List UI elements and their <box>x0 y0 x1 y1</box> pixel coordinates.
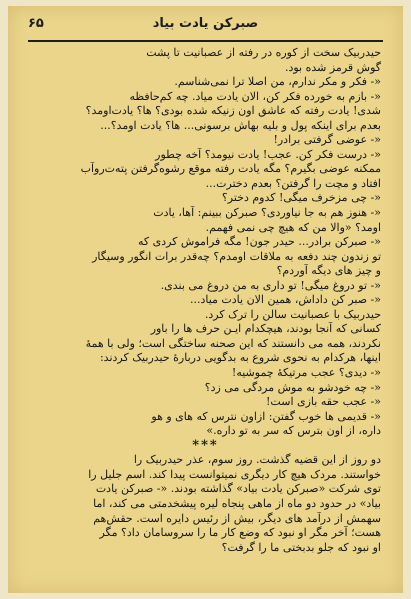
text-line: افتاد و مچت را گرفتن؟ بعدم دخترت... <box>205 176 381 190</box>
text-line: «- عجب حقه بازی است! <box>266 395 381 409</box>
text-line: «- فکر و مکر ندارم، من اصلا ترا نمی‌شناسم. <box>174 75 381 89</box>
text-line: شدی! یادت رفته که عاشق اون زنیکه شده بودی؟ ها؟ یادت‌اومد؟ <box>85 104 381 118</box>
text-line: نکردند، همه می دانستند که این صحنه ساختگی است؛ ولی با همهٔ <box>85 336 381 350</box>
text-line: گوش قرمز شده بود. <box>284 60 381 74</box>
text-line: «- درست فکر کن. عجب! یادت نیومد؟ آخه چطور <box>155 147 381 161</box>
text-line: اینها، هرکدام به نحوی شروع به بدگویی دربارهٔ حیدربیک کردند: <box>99 351 381 365</box>
text-line: «- عوضی گرفتی برادر! <box>273 133 381 147</box>
text-line: حیدربیک با عصبانیت سالن را ترک کرد. <box>204 307 381 321</box>
text-line: و چیز های دیگه آوردم؟ <box>276 264 381 278</box>
text-line: «- بازم به خورده فکر کن، الان یادت میاد. چه کم‌حافظه <box>129 89 381 103</box>
text-line: «- قدیمی ها خوب گفتن: ازاون نترس که های و هو <box>151 409 381 423</box>
header-rule <box>28 40 383 42</box>
page-number: ۶۵ <box>28 16 44 31</box>
section-separator: *** <box>192 438 219 453</box>
text-line: اومد؟ «والا من که هیچ چی نمی فهمم. <box>205 220 381 234</box>
text-line: تو زندون چند دفعه به ملاقات اومدم؟ چه‌قدر برات انگور وسیگار <box>92 249 381 263</box>
text-line: داره، از اون بترس که سر به تو داره.» <box>206 424 381 438</box>
text-line: «- چه خودشو به موش مردگی می زد؟ <box>204 380 381 394</box>
text-line: کسانی که آنجا بودند، هیچکدام ایـن حرف ها را باور <box>150 322 381 336</box>
page-header <box>28 16 383 38</box>
text-line: «- چی مزخرف میگی! کدوم دختر؟ <box>221 191 381 205</box>
text-line: هست؛ آخر مگر او نبود که وضع کار ما را سروسامان داد؟ مگر <box>99 526 381 540</box>
text-line: دو روز از این قضیه گذشت. روز سوم، عذر حیدربیک را <box>133 453 381 467</box>
text-line: حیدربیک سخت از کوره در رفته از عصبانیت تا پشت <box>146 46 381 59</box>
text-line: ممکنه عوضی بگیرم؟ مگه یادت رفته موقع رشوه‌گرفتن پته‌ت‌رو‌آب <box>80 162 381 176</box>
page-body <box>30 46 381 555</box>
text-line: توی شرکت «صبرکن یادت بیاد» گذاشته بودند. «- صبرکن یادت <box>95 482 381 496</box>
text-line: بعدم برای اینکه پول و بلیه بهاش برسونی... ها؟ یادت اومد؟... <box>100 118 381 132</box>
text-line: «- صبرکن برادر... حیدر جون! مگه فراموش کردی که <box>137 235 381 249</box>
text-line: «- هنوز هم به جا نیاوردی؟ صبرکن ببینم: آها، یادت <box>153 206 381 220</box>
text-line: «- تو دروغ میگی! تو داری به من دروغ می بندی. <box>160 278 381 292</box>
text-line: «- دیدی؟ عجب مرتیکهٔ چموشیه! <box>231 366 381 380</box>
running-title: صبرکن یادت بیاد <box>152 16 259 31</box>
text-line: سهمش از درآمد های دیگر، بیش از رئیس دایره است. حقش‌هم <box>93 511 381 525</box>
text-line: بیاد» در حدود دو ماه از ماهی پنجاه لیره پیشخدمتی می کند، اما <box>93 496 381 510</box>
text-line: او نبود که جلو بدبختی ما را گرفت؟ <box>221 540 381 554</box>
book-page <box>8 6 403 593</box>
text-line: «- صبر کن داداش، همین الان یادت میاد... <box>189 293 381 307</box>
text-line: خواستند. مردک هیچ کار دیگری نمیتوانست پیدا کند. اسم جلیل را <box>88 467 381 481</box>
